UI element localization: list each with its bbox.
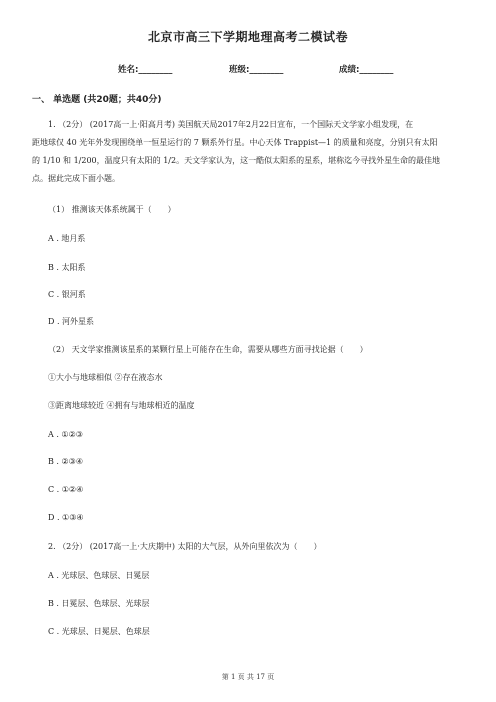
option-b: B . ②③④ [48,457,84,466]
statement-line: ③距离地球较近 ④拥有与地球相近的温度 [48,401,195,410]
name-field: 姓名:________ [118,65,173,75]
page-title: 北京市高三下学期地理高考二模试卷 [147,30,348,44]
option-b: B . 日冕层、色球层、光球层 [48,599,150,608]
option-c: C . 光球层、日冕层、色球层 [48,627,150,636]
option-b: B . 太阳系 [48,263,86,272]
score-field: 成绩:________ [339,65,394,75]
statement-line: ①大小与地球相似 ②存在液态水 [48,373,163,382]
question-2-stem: 2. （2分） (2017高一上·大庆期中) 太阳的大气层，从外向里依次为（ ） [48,542,322,551]
question-1-stem-line: 距地球仅 40 光年外发现围绕单一恒星运行的 7 颗系外行星。中心天体 Trappist—1 的质量和亮度，分别只有太阳 [32,138,438,147]
question-1-stem-line: 的 1/10 和 1/200，温度只有太阳的 1/2。天文学家认为，这一酷似太阳系的星系，堪称迄今寻找外星生命的最佳地 [32,156,441,165]
section-heading: 一、 单选题 (共20题；共40分) [32,95,162,105]
page-footer: 第 1 页 共 17 页 [221,673,275,681]
class-field: 班级:________ [229,65,284,75]
question-1-stem: 1. （2分） (2017高一上·阳高月考) 美国航天局2017年2月22日宣布，一个国际天文学家小组发现，在 [48,120,414,129]
sub-question-1: （1） 推测该天体系统属于（ ） [48,205,176,214]
option-a: A . 光球层、色球层、日冕层 [48,571,150,580]
option-d: D . 河外星系 [48,317,95,326]
option-d: D . ①③④ [48,513,84,522]
option-a: A . ①②③ [48,430,83,439]
option-c: C . ①②④ [48,485,84,494]
question-1-stem-line: 点。据此完成下面小题。 [32,174,120,183]
option-a: A . 地月系 [48,234,86,243]
option-c: C . 银河系 [48,290,86,299]
sub-question-2: （2） 天文学家推测该星系的某颗行星上可能存在生命，需要从哪些方面寻找论据（ ） [48,345,368,354]
